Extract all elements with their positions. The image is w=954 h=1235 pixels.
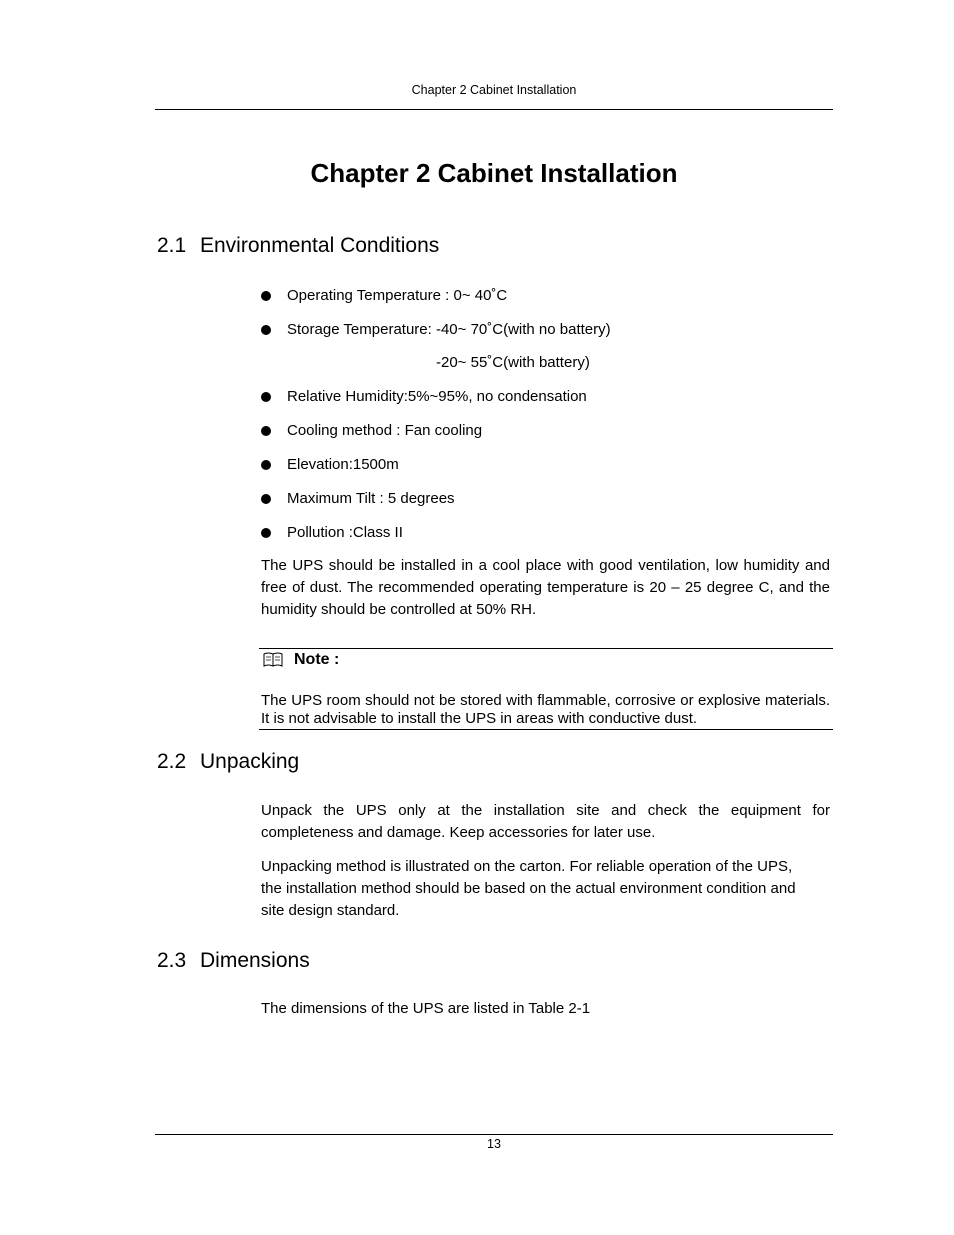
- bullet-icon: [261, 426, 271, 436]
- note-text: The UPS room should not be stored with flammable, corrosive or explosive materials. It is not advisable to install the UPS in areas with conductive dust.: [261, 692, 830, 727]
- section-number: 2.1: [157, 234, 187, 257]
- list-item-cooling-method: [261, 422, 482, 440]
- header-divider: [155, 109, 833, 110]
- section-number: 2.2: [157, 750, 187, 773]
- note-heading: [263, 651, 339, 669]
- list-item-operating-temperature: [261, 287, 507, 305]
- section-heading-unpacking: [157, 750, 299, 774]
- list-item-maximum-tilt: [261, 490, 455, 508]
- running-header: Chapter 2 Cabinet Installation: [411, 83, 577, 97]
- section-heading-dimensions: [157, 949, 310, 973]
- section-title: Dimensions: [200, 949, 310, 972]
- bullet-icon: [261, 392, 271, 402]
- section-title: Environmental Conditions: [200, 234, 440, 257]
- page-number: 13: [487, 1137, 501, 1151]
- list-item-elevation: [261, 456, 399, 474]
- note-label: Note :: [294, 651, 340, 668]
- list-item-relative-humidity: [261, 388, 587, 406]
- bullet-text: Storage Temperature: -40~ 70˚C(with no battery): [287, 321, 611, 338]
- bullet-text: Elevation:1500m: [287, 456, 399, 473]
- list-item-pollution: [261, 524, 403, 542]
- environment-paragraph: The UPS should be installed in a cool place with good ventilation, low humidity and free of dust. The recommended operating temperature is 20 – 25 degree C, and the humidity should be controlled at 50% RH.: [261, 557, 830, 618]
- storage-temperature-continuation: -20~ 55˚C(with battery): [436, 354, 590, 371]
- bullet-text: Operating Temperature : 0~ 40˚C: [287, 287, 508, 304]
- chapter-title: Chapter 2 Cabinet Installation: [310, 158, 678, 188]
- bullet-icon: [261, 494, 271, 504]
- section-title: Unpacking: [200, 750, 300, 773]
- bullet-text: Relative Humidity:5%~95%, no condensation: [287, 388, 587, 405]
- note-bottom-divider: [259, 729, 833, 730]
- book-icon: [263, 652, 283, 668]
- bullet-icon: [261, 291, 271, 301]
- note-top-divider: [259, 648, 833, 649]
- bullet-text: Maximum Tilt : 5 degrees: [287, 490, 455, 507]
- footer-divider: [155, 1134, 833, 1135]
- unpacking-paragraph-1: Unpack the UPS only at the installation site and check the equipment for completeness and damage. Keep accessories for later use.: [261, 802, 830, 841]
- section-number: 2.3: [157, 949, 187, 972]
- dimensions-paragraph: The dimensions of the UPS are listed in Table 2-1: [261, 1000, 591, 1017]
- bullet-icon: [261, 528, 271, 538]
- unpacking-paragraph-2: Unpacking method is illustrated on the carton. For reliable operation of the UPS, the installation method should be based on the actual environment condition and site design standard.: [261, 858, 796, 919]
- bullet-icon: [261, 325, 271, 335]
- bullet-icon: [261, 460, 271, 470]
- bullet-text: Cooling method : Fan cooling: [287, 422, 483, 439]
- list-item-storage-temperature: [261, 321, 611, 339]
- section-heading-environmental-conditions: [157, 234, 439, 258]
- bullet-text: Pollution :Class II: [287, 524, 403, 541]
